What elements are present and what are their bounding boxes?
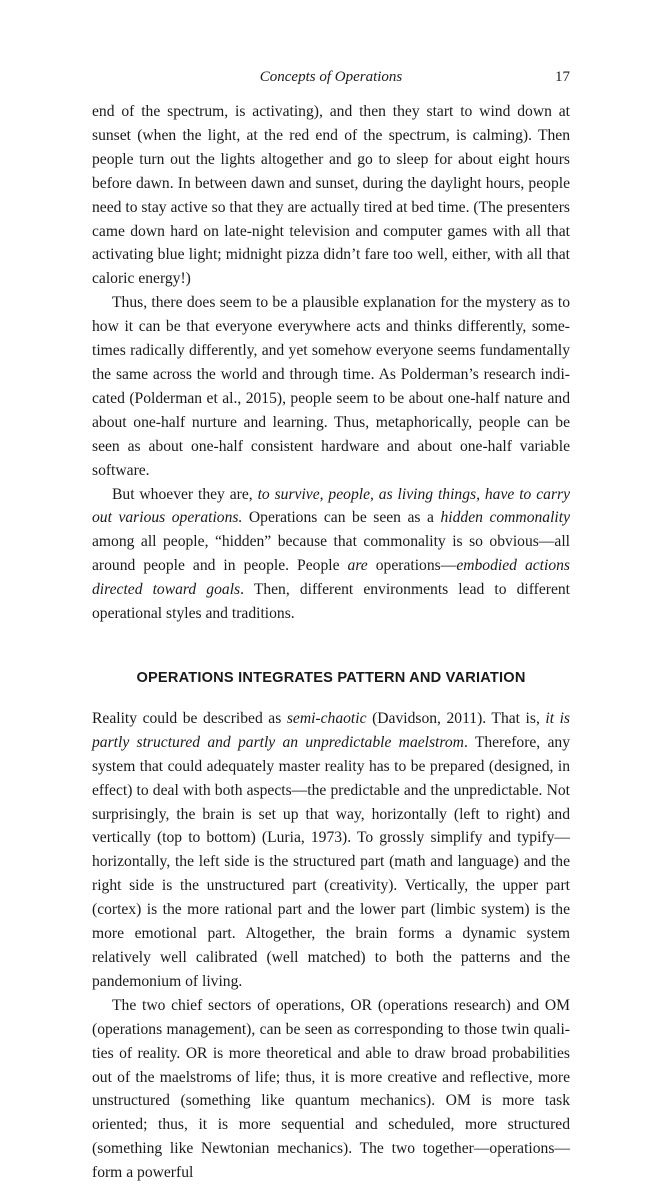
text-run: . Therefore, any system that could adequately master reality has to be prepared (designed, in effect) to deal with both aspects—the predictable and the unpredictable. Not surprisingly, the brain is set up that way, horizontally (left to right) and vertically (top to bottom) (Luria, 1973). To grossly simplify and typify—horizontally, the left side is the structured part (math and language) and the right side is the unstructured part (creativity). Vertically, the upper part (cortex) is the more rational part and the lower part (limbic system) is the more emotional part. Altogether, the brain forms a dynamic system relatively well calibrated (well matched) to both the patterns and the pandemonium of living. bbox=[92, 733, 570, 990]
text-run: . Then, different environments lead to different operational styles and traditions. bbox=[92, 581, 570, 623]
body-paragraph bbox=[92, 291, 570, 482]
italic-text-run: are bbox=[347, 557, 368, 575]
body-paragraph bbox=[92, 707, 570, 994]
italic-text-run: it is partly structured and partly an unpredictable maelstrom bbox=[92, 709, 570, 751]
running-title: Concepts of Operations bbox=[259, 69, 403, 85]
italic-text-run: semi-chaotic bbox=[286, 709, 367, 727]
section-heading: OPERATIONS INTEGRATES PATTERN AND VARIATION bbox=[136, 669, 526, 686]
text-run: operations— bbox=[367, 557, 457, 575]
text-run: The two chief sectors of operations, OR (operations research) and OM (operations management), can be seen as corresponding to those twin qualities of reality. OR is more theoretical and able to draw broad probabilities out of the maelstroms of life; thus, it is more creative and reflective, more unstructured (something like quantum mechanics). OM is more task oriented; thus, it is more sequential and scheduled, more structured (something like Newtonian mechanics). The two together—operations—form a powerful bbox=[92, 996, 570, 1182]
italic-text-run: to survive, people, as living things, have to carry out various operations. bbox=[92, 485, 570, 527]
text-run: Operations can be seen as a bbox=[242, 509, 441, 527]
text-run: But whoever they are, bbox=[112, 485, 258, 503]
running-head bbox=[92, 66, 570, 88]
page-number: 17 bbox=[555, 69, 570, 85]
italic-text-run: hidden commonality bbox=[440, 509, 571, 527]
text-run: among all people, “hidden” because that commonality is so obvious—all around people and in people. People bbox=[92, 533, 570, 575]
body-paragraph bbox=[92, 994, 570, 1185]
text-run: Reality could be described as bbox=[92, 709, 287, 727]
section-paragraphs bbox=[92, 707, 570, 1185]
text-run: (Davidson, 2011). That is, bbox=[366, 709, 546, 727]
page-body bbox=[92, 100, 570, 1185]
body-paragraph bbox=[92, 100, 570, 291]
book-page bbox=[92, 66, 570, 1185]
text-run: Thus, there does seem to be a plausible explanation for the mystery as to how it can be that everyone everywhere acts and thinks differently, sometimes radically differently, and yet somehow everyone seems fundamentally the same across the world and through time. As Polderman’s research indicated (Polderman et al., 2015), people seem to be about one-half nature and about one-half nurture and learning. Thus, metaphorically, people can be seen as about one-half consistent hardware and about one-half variable software. bbox=[92, 294, 570, 479]
text-run: end of the spectrum, is activating), and then they start to wind down at sunset (when the light, at the red end of the spectrum, is calming). Then people turn out the lights altogether and go to sleep for about eight hours before dawn. In between dawn and sunset, during the daylight hours, people need to stay active so that they are actually tired at bed time. (The presenters came down hard on late-night television and computer games with all that activating blue light; midnight pizza didn’t fare too well, either, with all that caloric energy!) bbox=[92, 103, 570, 288]
body-paragraph bbox=[92, 483, 570, 626]
italic-text-run: embodied actions directed toward goals bbox=[92, 557, 570, 599]
intro-paragraphs bbox=[92, 100, 570, 626]
